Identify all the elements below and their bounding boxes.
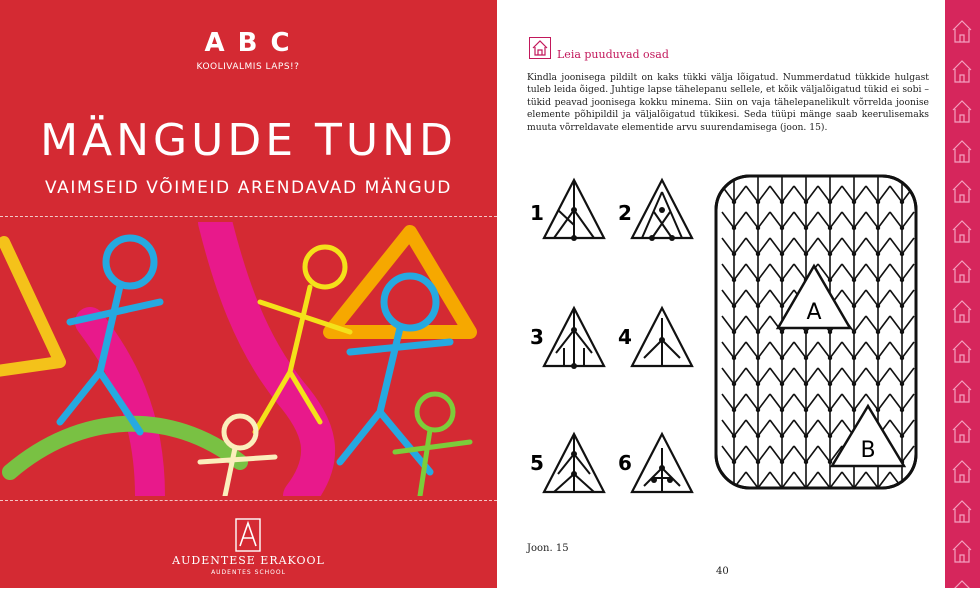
piece-number-3: 3	[530, 325, 544, 349]
side-strip-house-icons	[945, 0, 980, 588]
pattern-dot	[732, 382, 736, 386]
pattern-dot	[732, 460, 736, 464]
pattern-dot	[900, 434, 904, 438]
pattern-dot	[900, 304, 904, 308]
pattern-dot	[804, 226, 808, 230]
pattern-dot	[876, 252, 880, 256]
pattern-dot	[852, 356, 856, 360]
pattern-dot	[876, 382, 880, 386]
pattern-dot	[876, 330, 880, 334]
pattern-dot	[780, 226, 784, 230]
pattern-dot	[852, 304, 856, 308]
pattern-dot	[828, 330, 832, 334]
top-divider	[0, 216, 497, 218]
pattern-dot	[876, 200, 880, 204]
pattern-dot	[804, 200, 808, 204]
pattern-dot	[804, 460, 808, 464]
pattern-dot	[900, 356, 904, 360]
house-icon	[953, 61, 971, 82]
pattern-dot	[852, 330, 856, 334]
house-icon	[953, 141, 971, 162]
abc-logo: A B C	[204, 28, 292, 58]
pattern-dot	[780, 330, 784, 334]
house-icon	[953, 101, 971, 122]
house-icon	[953, 341, 971, 362]
piece-2	[618, 180, 692, 241]
school-logo-icon	[235, 518, 261, 552]
pattern-dot	[876, 408, 880, 412]
pattern-dot	[828, 252, 832, 256]
pattern-dot	[900, 278, 904, 282]
pattern-dot	[804, 330, 808, 334]
pattern-dot	[732, 356, 736, 360]
cover-title: MÄNGUDE TUND	[40, 115, 457, 166]
pattern-dot	[804, 252, 808, 256]
pattern-dot	[852, 200, 856, 204]
pattern-dot	[756, 252, 760, 256]
cover-subtitle: VAIMSEID VÕIMEID ARENDAVAD MÄNGUD	[45, 178, 452, 198]
pattern-dot	[828, 200, 832, 204]
pattern-dot	[756, 278, 760, 282]
house-icon	[953, 461, 971, 482]
pattern-dot	[900, 408, 904, 412]
house-icon	[953, 581, 971, 588]
pattern-dot	[780, 252, 784, 256]
pattern-dot	[756, 434, 760, 438]
pattern-dot	[852, 278, 856, 282]
piece-number-6: 6	[618, 451, 632, 475]
pattern-dot	[828, 356, 832, 360]
pattern-dot	[780, 356, 784, 360]
pattern-dot	[828, 434, 832, 438]
pattern-dot	[828, 382, 832, 386]
piece-number-4: 4	[618, 325, 632, 349]
pattern-dot	[876, 304, 880, 308]
pattern-dot	[852, 382, 856, 386]
body-text: Kindla joonisega pildilt on kaks tükki välja lõigatud. Nummerdatud tükkide hulgast tuleb leida õiged. Juhtige lapse tähelepanu sellele, et kõik väljalõigatud tükid ei sobi – tükid peavad joonisega kokku minema. Siin on vaja tähelepanelikult võrrelda joonise elemente põhipildil ja väljalõigatud tükikesi. Seda tüüpi mänge saab keerulisemaks muuta võrreldavate elementide arvu suurendamisega (joon. 15).	[527, 72, 929, 133]
pattern-dot	[828, 460, 832, 464]
piece-3	[530, 308, 604, 369]
house-icon	[953, 261, 971, 282]
pattern-dot	[732, 252, 736, 256]
pattern-dot	[852, 408, 856, 412]
pattern-dot	[732, 226, 736, 230]
pattern-dot	[804, 434, 808, 438]
pattern-dot	[876, 356, 880, 360]
pattern-dot	[756, 304, 760, 308]
abc-logo-subtitle: KOOLIVALMIS LAPS!?	[196, 62, 300, 72]
puzzle-figure	[520, 168, 920, 498]
house-icon	[953, 541, 971, 562]
house-icon	[953, 501, 971, 522]
pattern-dot	[780, 304, 784, 308]
pattern-dot	[828, 226, 832, 230]
pattern-dot	[756, 200, 760, 204]
page-number: 40	[716, 566, 729, 577]
pattern-dot	[732, 200, 736, 204]
bottom-divider	[0, 500, 497, 502]
pattern-dot	[756, 382, 760, 386]
pattern-dot	[900, 226, 904, 230]
side-strip	[945, 0, 980, 588]
pattern-dot	[804, 382, 808, 386]
piece-number-5: 5	[530, 451, 544, 475]
house-icon	[953, 221, 971, 242]
piece-number-2: 2	[618, 201, 632, 225]
piece-4	[618, 308, 692, 366]
house-icon	[953, 381, 971, 402]
pattern-dot	[732, 330, 736, 334]
pattern-dot	[780, 382, 784, 386]
pattern-dot	[828, 278, 832, 282]
school-subname: AUDENTES SCHOOL	[211, 569, 286, 576]
pattern-dot	[828, 408, 832, 412]
pattern-dot	[876, 226, 880, 230]
pattern-dot	[780, 200, 784, 204]
pattern-dot	[876, 278, 880, 282]
house-icon	[953, 421, 971, 442]
pattern-dot	[732, 408, 736, 412]
pattern-dot	[900, 486, 904, 490]
pattern-dot	[756, 356, 760, 360]
house-icon	[953, 21, 971, 42]
piece-5	[530, 434, 604, 492]
pattern-dot	[732, 278, 736, 282]
pattern-dot	[852, 252, 856, 256]
pattern-dot	[852, 226, 856, 230]
house-icon	[953, 181, 971, 202]
pattern-dot	[756, 408, 760, 412]
section-title: Leia puuduvad osad	[557, 48, 669, 61]
piece-6	[618, 434, 692, 492]
house-icon	[953, 301, 971, 322]
figure-caption: Joon. 15	[527, 543, 569, 554]
pattern-dot	[756, 460, 760, 464]
piece-number-1: 1	[530, 201, 544, 225]
pattern-dot	[780, 460, 784, 464]
pattern-dot	[804, 408, 808, 412]
pattern-dot	[780, 278, 784, 282]
house-icon	[529, 37, 551, 59]
pattern-dot	[780, 408, 784, 412]
pattern-dot	[756, 330, 760, 334]
hole-label-b: B	[860, 438, 876, 463]
pattern-dot	[732, 434, 736, 438]
piece-1	[530, 180, 604, 241]
pattern-dot	[780, 434, 784, 438]
pattern-dot	[900, 252, 904, 256]
pattern-dot	[804, 356, 808, 360]
pattern-dot	[732, 304, 736, 308]
hole-label-a: A	[806, 300, 822, 325]
crayon-artwork	[0, 222, 497, 496]
pattern-dot	[756, 226, 760, 230]
pattern-dot	[900, 330, 904, 334]
pattern-dot	[900, 200, 904, 204]
school-name: AUDENTESE ERAKOOL	[172, 554, 325, 567]
pattern-dot	[900, 382, 904, 386]
